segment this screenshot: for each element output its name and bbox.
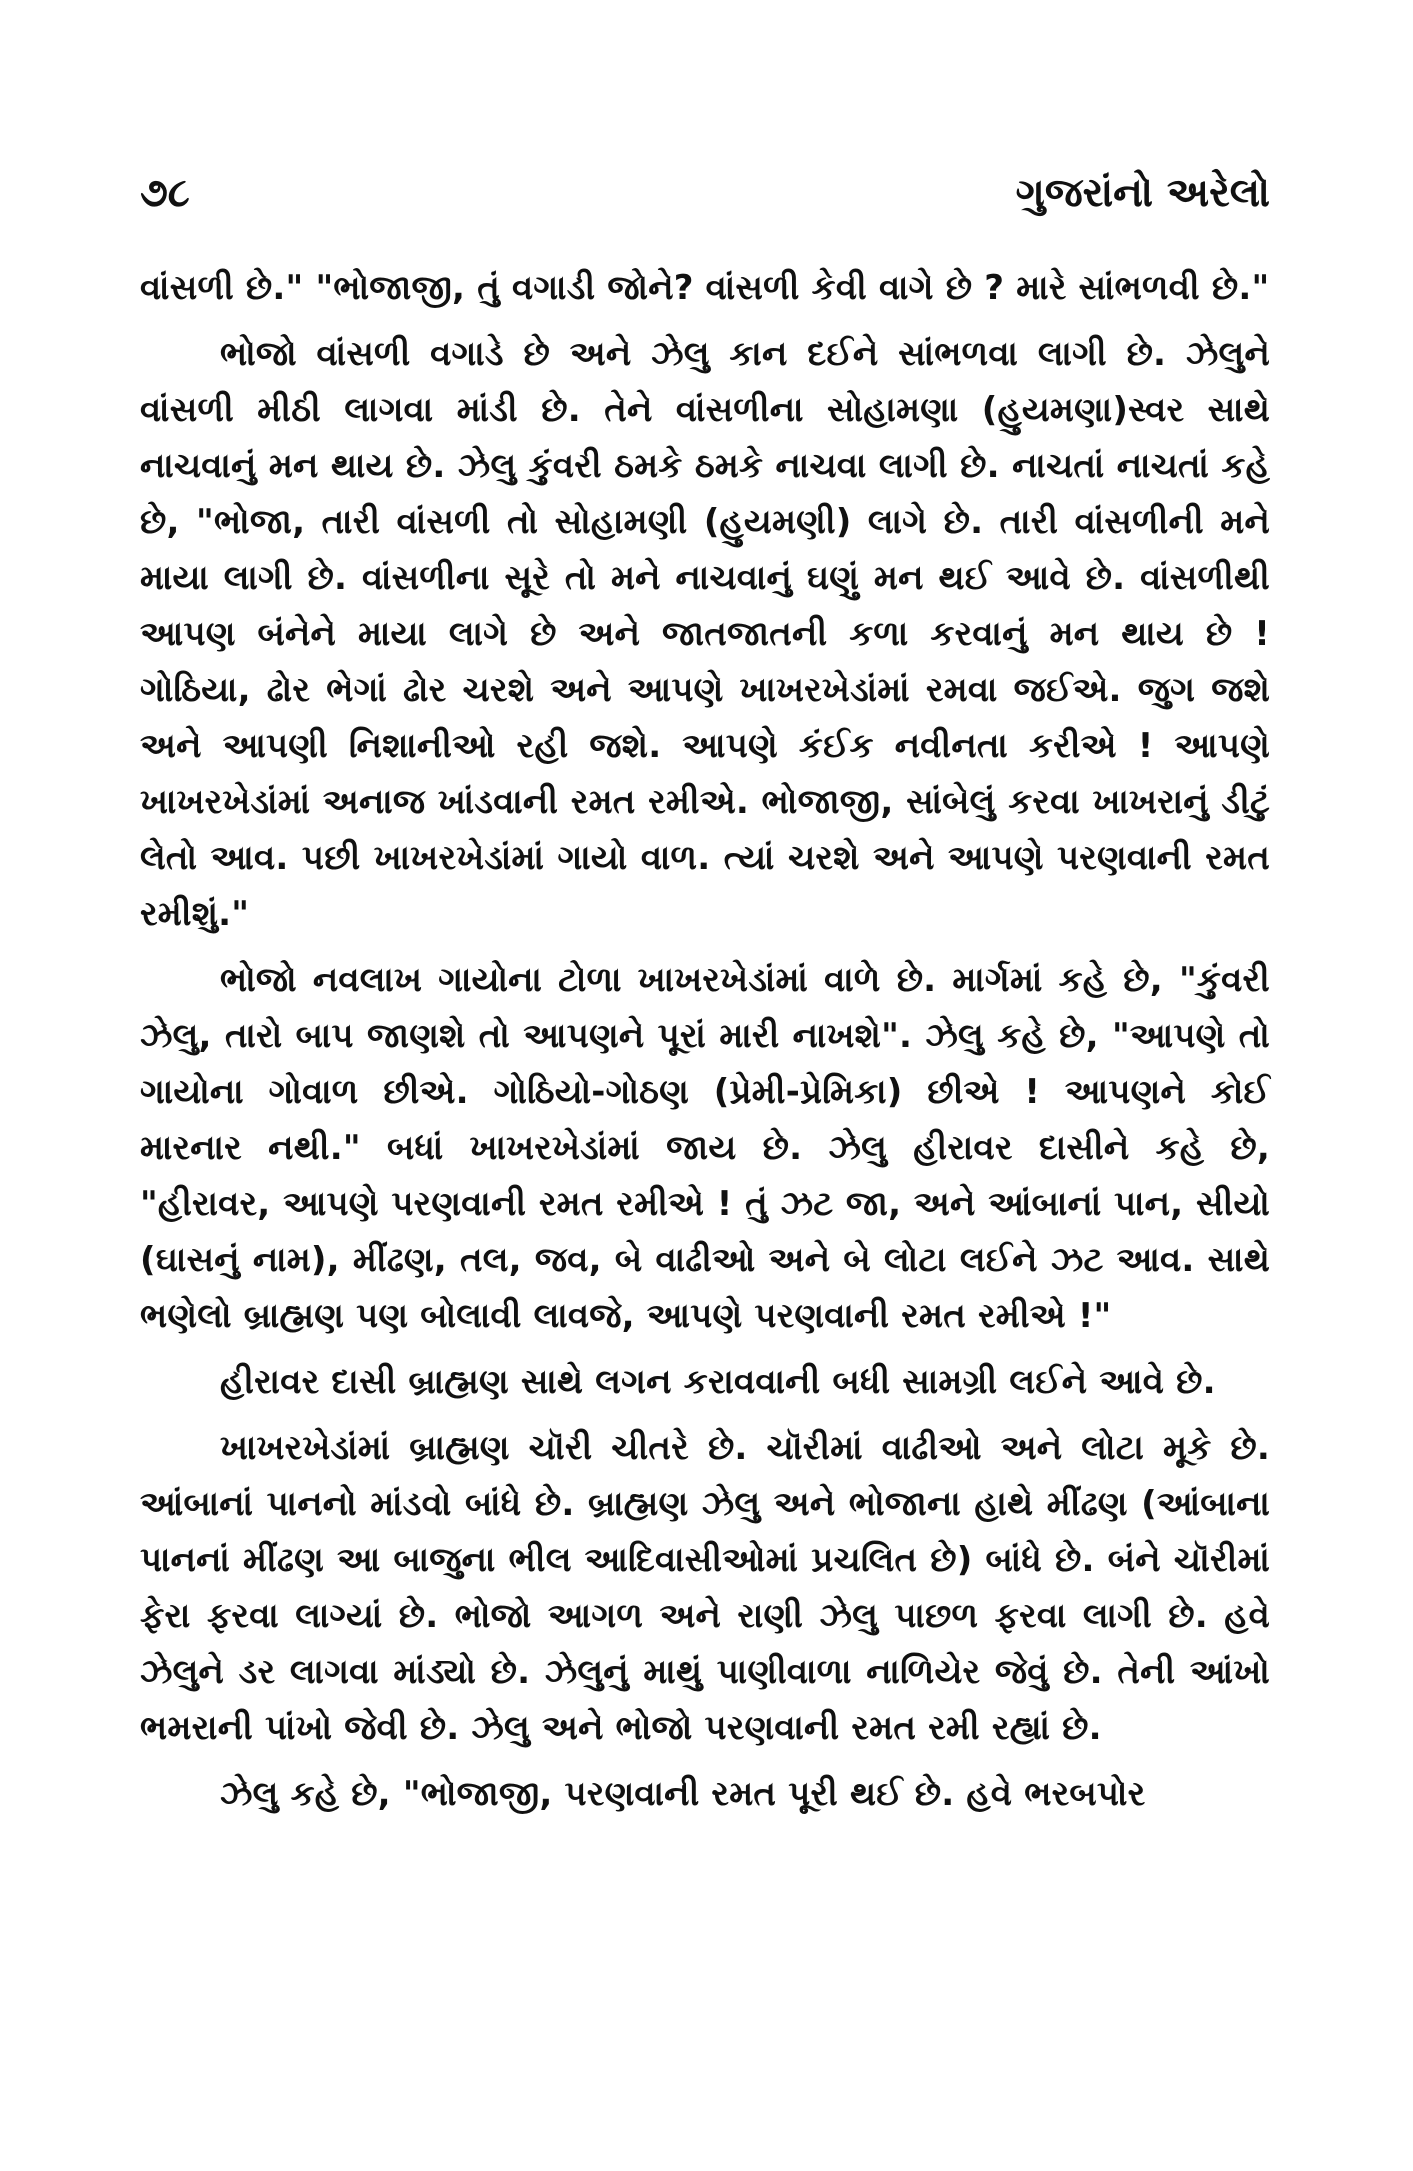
running-head xyxy=(140,170,1270,240)
paragraph: વાંસળી છે." "ભોજાજી, તું વગાડી જોને? વાંસળી કેવી વાગે છે ? મારે સાંભળવી છે." xyxy=(140,268,1270,308)
paragraph: ભોજો વાંસળી વગાડે છે અને ઝેલુ કાન દઈને સાંભળવા લાગી છે. ઝેલુને વાંસળી મીઠી લાગવા માંડી છે. તેને વાંસળીના સોહામણા (હુયમણા)સ્વર સાથે નાચવાનું મન થાય છે. ઝેલુ કુંવરી ઠમકે ઠમકે નાચવા લાગી છે. નાચતાં નાચતાં કહે છે, "ભોજા, તારી વાંસળી તો સોહામણી (હુયમણી) લાગે છે. તારી વાંસળીની મને માયા લાગી છે. વાંસળીના સૂરે તો મને નાચવાનું ઘણું મન થઈ આવે છે. વાંસળીથી આપણ બંનેને માયા લાગે છે અને જાતજાતની કળા કરવાનું મન થાય છે ! ગોઠિયા, ઢોર ભેગાં ઢોર ચરશે અને આપણે ખાખરખેડાંમાં રમવા જઈએ. જુગ જશે અને આપણી નિશાનીઓ રહી જશે. આપણે કંઈક નવીનતા કરીએ ! આપણે ખાખરખેડાંમાં અનાજ ખાંડવાની રમત રમીએ. ભોજાજી, સાંબેલું કરવા ખાખરાનું ડીટું લેતો આવ. પછી ખાખરખેડાંમાં ગાયો વાળ. ત્યાં ચરશે અને આપણે પરણવાની રમત રમીશું." xyxy=(140,334,1270,934)
paragraph: ખાખરખેડાંમાં બ્રાહ્મણ ચૉરી ચીતરે છે. ચૉરીમાં વાઢીઓ અને લોટા મૂકે છે. આંબાનાં પાનનો માંડવો બાંધે છે. બ્રાહ્મણ ઝેલુ અને ભોજાના હાથે મીંઢણ (આંબાના પાનનાં મીંઢણ આ બાજુના ભીલ આદિવાસીઓમાં પ્રચલિત છે) બાંધે છે. બંને ચૉરીમાં ફેરા ફરવા લાગ્યાં છે. ભોજો આગળ અને રાણી ઝેલુ પાછળ ફરવા લાગી છે. હવે ઝેલુને ડર લાગવા માંડ્યો છે. ઝેલુનું માથું પાણીવાળા નાળિયેર જેવું છે. તેની આંખો ભમરાની પાંખો જેવી છે. ઝેલુ અને ભોજો પરણવાની રમત રમી રહ્યાં છે. xyxy=(140,1428,1270,1748)
paragraph: ભોજો નવલાખ ગાયોના ટોળા ખાખરખેડાંમાં વાળે છે. માર્ગમાં કહે છે, "કુંવરી ઝેલુ, તારો બાપ જાણશે તો આપણને પૂરાં મારી નાખશે". ઝેલુ કહે છે, "આપણે તો ગાયોના ગોવાળ છીએ. ગોઠિયો-ગોઠણ (પ્રેમી-પ્રેમિકા) છીએ ! આપણને કોઈ મારનાર નથી." બધાં ખાખરખેડાંમાં જાય છે. ઝેલુ હીરાવર દાસીને કહે છે, "હીરાવર, આપણે પરણવાની રમત રમીએ ! તું ઝટ જા, અને આંબાનાં પાન, સીયો (ઘાસનું નામ), મીંઢણ, તલ, જવ, બે વાઢીઓ અને બે લોટા લઈને ઝટ આવ. સાથે ભણેલો બ્રાહ્મણ પણ બોલાવી લાવજે, આપણે પરણવાની રમત રમીએ !" xyxy=(140,960,1270,1336)
body-text xyxy=(140,260,1270,1822)
book-page xyxy=(140,170,1270,1832)
page-number: ૭૮ xyxy=(140,170,190,216)
book-title: ગુજરાંનો અરેલો xyxy=(1015,170,1270,216)
paragraph: હીરાવર દાસી બ્રાહ્મણ સાથે લગન કરાવવાની બધી સામગ્રી લઈને આવે છે. xyxy=(220,1362,1216,1402)
paragraph: ઝેલુ કહે છે, "ભોજાજી, પરણવાની રમત પૂરી થઈ છે. હવે ભરબપોર xyxy=(220,1774,1146,1814)
